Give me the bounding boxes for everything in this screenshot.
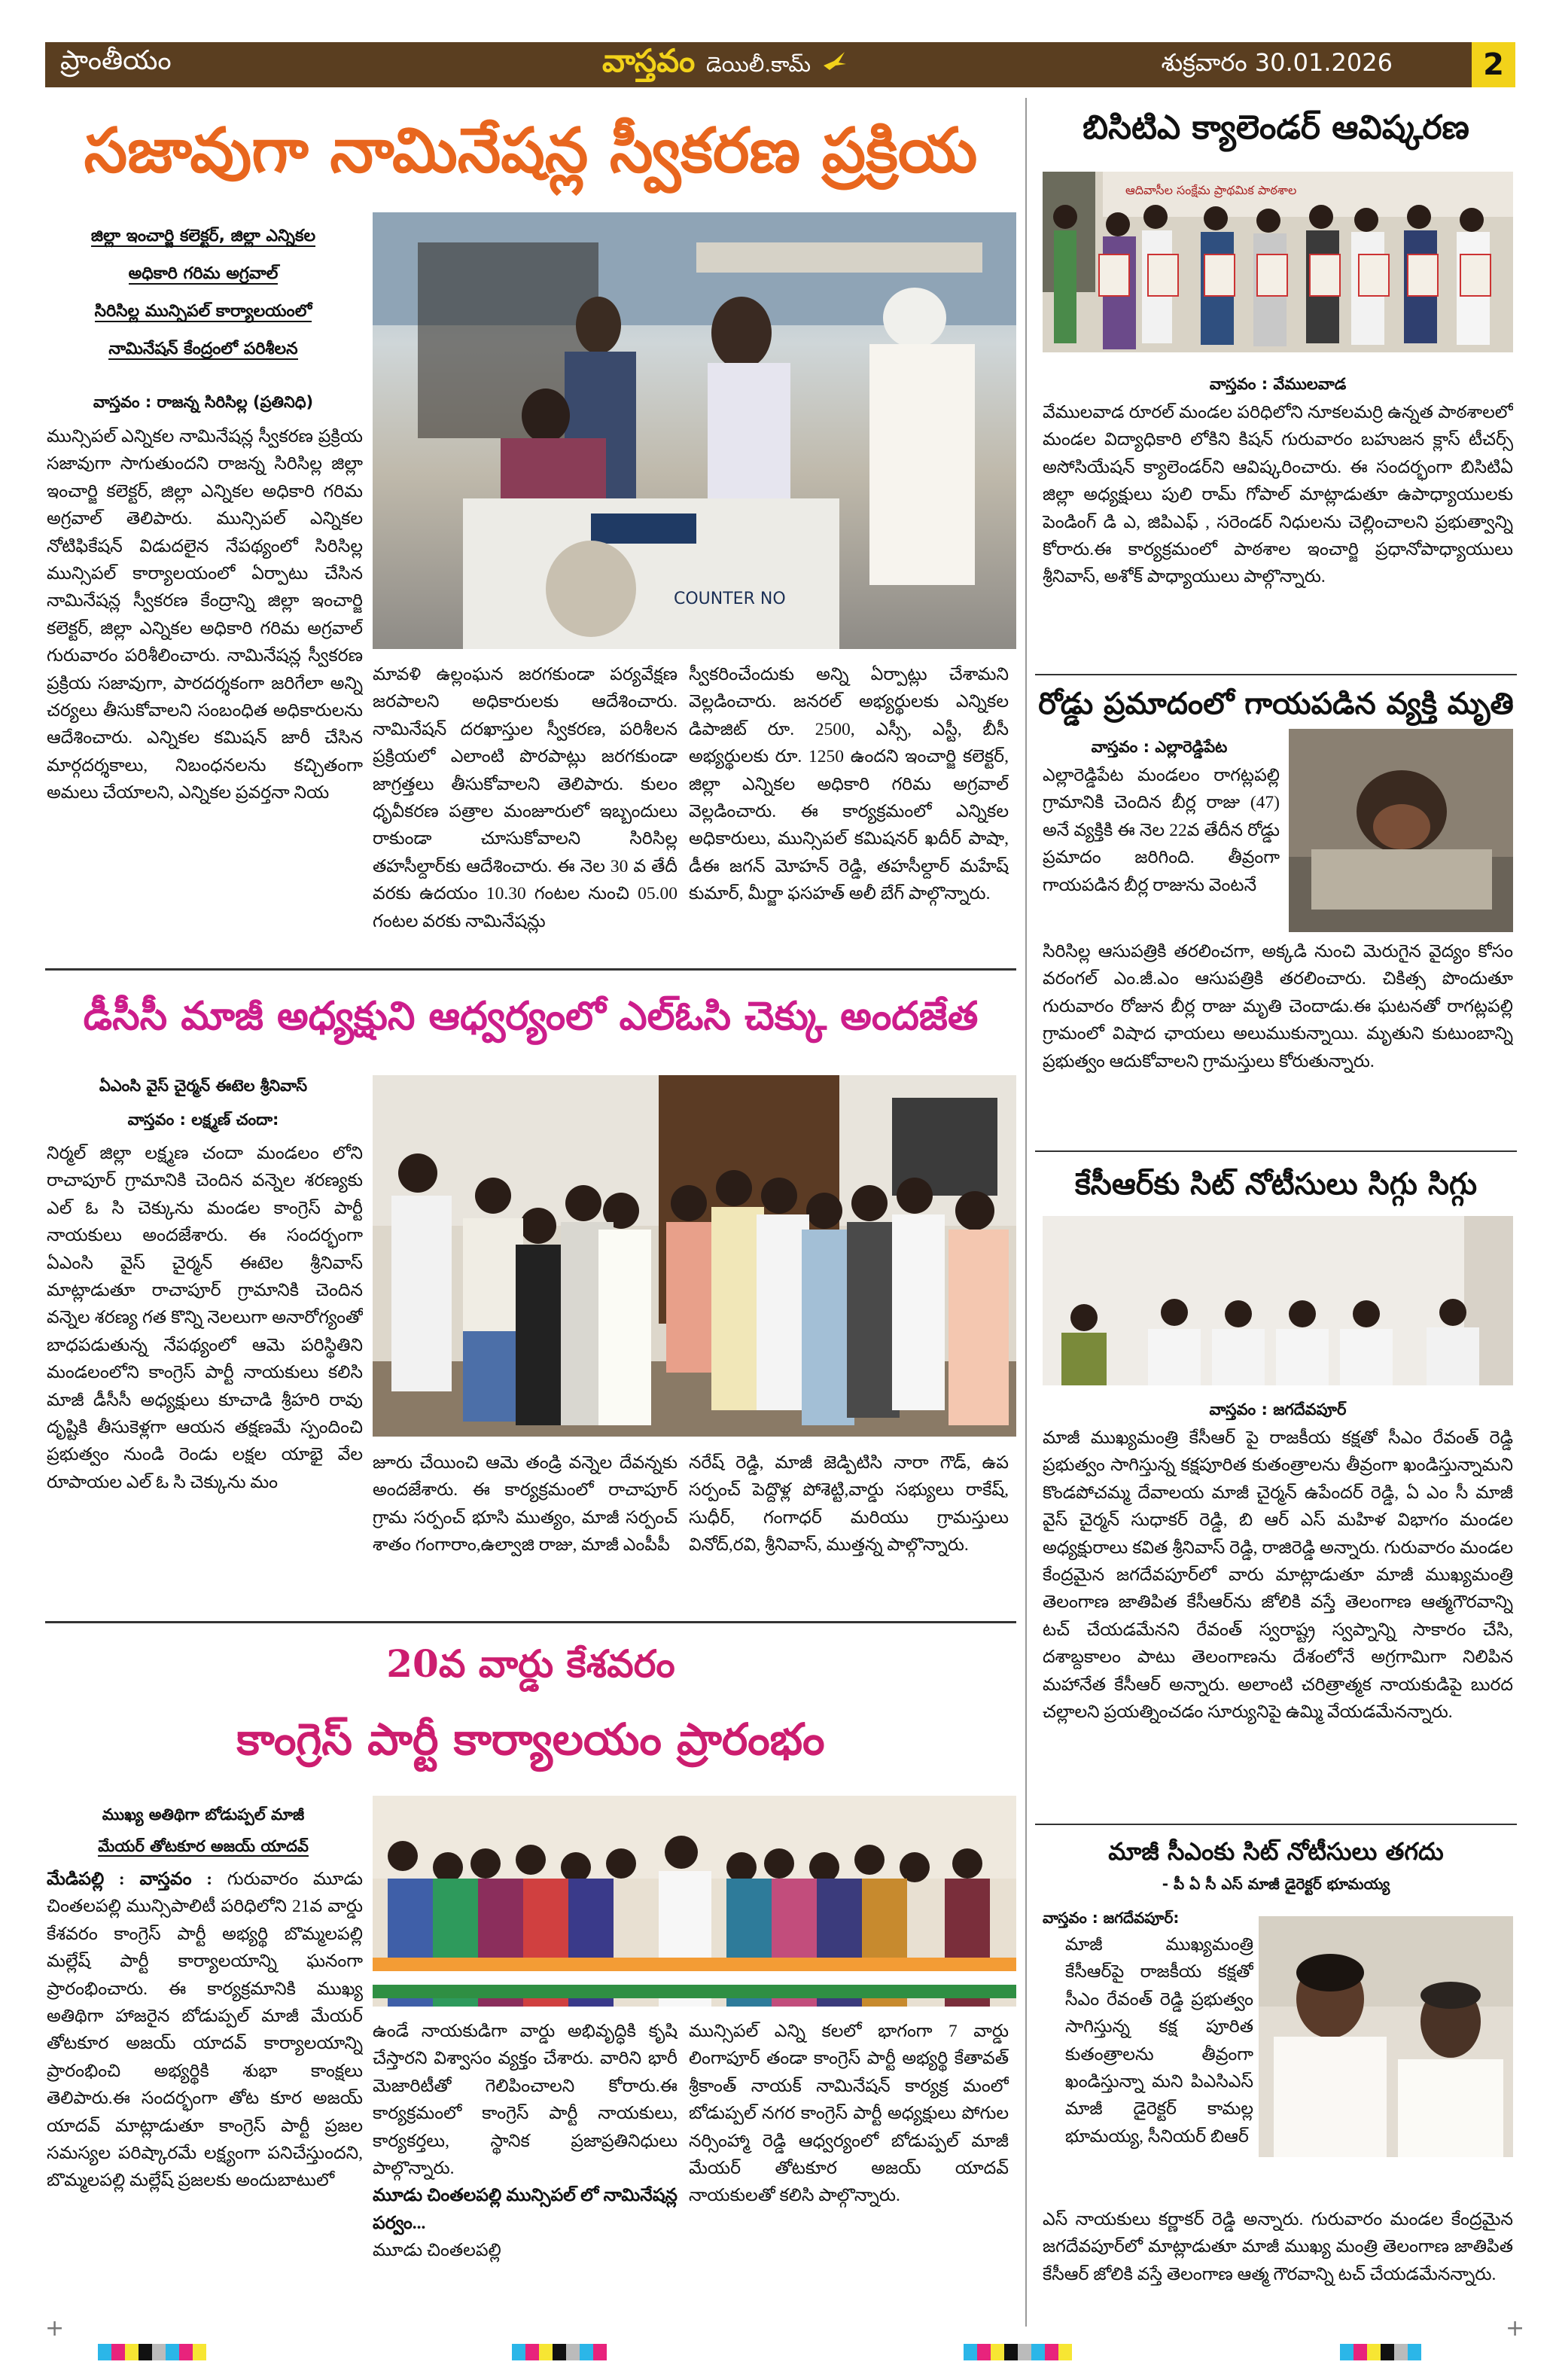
story3-column-2 — [373, 2018, 678, 2334]
crop-mark-icon: + — [1506, 2315, 1525, 2342]
story1-column-3: స్వీకరించేందుకు అన్ని ఏర్పాట్లు చేశామని వెల్లడించారు. జనరల్ అభ్యర్థులకు ఎన్నికల డిపాజిట్ రూ. 2500, ఎస్సీ, ఎస్టీ, బీసీ అభ్యర్థులకు రూ. 1250 ఉందని ఇంచార్జి కలెక్టర్, జిల్లా ఎన్నికల అధికారి గరిమ అగ్రవాల్ వెల్లడించారు. ఈ కార్యక్రమంలో ఎన్నికల అధికారులు, మున్సిపల్ కమిషనర్ ఖదీర్ పాషా, డీఈ జగన్ మోహన్ రెడ్డి, తహసీల్దార్ మహేష్ కుమార్, మీర్జా ఫసహత్ అలీ బేగ్ పాల్గొన్నారు. — [689, 665, 1009, 904]
story2-column-2: జూరు చేయించి ఆమె తండ్రి వన్నెల దేవన్నకు అందజేశారు. ఈ కార్యక్రమంలో రాచాపూర్ గ్రామ సర్పంచ్ భూసి ముత్యం, మాజీ సర్పంచ్ శాతం గంగారాం,ఉల్వాజి రాజు, మాజీ ఎంపీపీ — [373, 1453, 678, 1556]
masthead-logo — [602, 42, 848, 87]
right2-body-narrow: ఎల్లారెడ్డిపేట మండలం రాగట్లపల్లి గ్రామానికి చెందిన బీర్ల రాజు (47) అనే వ్యక్తికి ఈ నెల 22వ తేదీన రోడ్డు ప్రమాదం జరిగింది. తీవ్రంగా గాయపడిన బీర్ల రాజును వెంటనే — [1043, 766, 1280, 895]
story1-photo — [373, 212, 1016, 649]
story2-subhead: ఏఎంసి వైస్ చైర్మన్ ఈటెల శ్రీనివాస్ — [99, 1077, 308, 1095]
right4-body-wide: ఎస్ నాయకులు కర్ణాకర్ రెడ్డి అన్నారు. గురువారం మండల కేంద్రమైన జగదేవపూర్‌లో మాట్లాడుతూ మాజీ ముఖ్య మంత్రి తెలంగాణ జాతిపిత కేసీఆర్ జోలికి వస్తే తెలంగాణ ఆత్మ గౌరవాన్ని టచ్ చేయడమేనన్నారు. — [1043, 2210, 1513, 2284]
color-registration-strip — [512, 2344, 607, 2360]
masthead-sub: డెయిలీ.కామ్ — [705, 52, 811, 77]
story1-dateline: వాస్తవం : రాజన్న సిరిసిల్ల (ప్రతినిధి) — [93, 393, 314, 411]
issue-date: శుక్రవారం 30.01.2026 — [1161, 48, 1393, 77]
page-number: 2 — [1472, 42, 1515, 87]
school-sign-text: ఆదివాసీల సంక్షేమ ప్రాథమిక పాఠశాల — [1125, 183, 1297, 197]
bird-icon — [822, 50, 848, 72]
story3-inline-subhead: మూడు చింతలపల్లి మున్సిపల్ లో నామినేషన్ల పర్వం... — [373, 2186, 678, 2233]
right1-dateline: వాస్తవం : వేములవాడ — [1209, 375, 1347, 393]
color-registration-strip — [98, 2344, 206, 2360]
right2-photo — [1289, 729, 1513, 932]
right3-photo — [1043, 1216, 1513, 1385]
story1-headline: సజావుగా నామినేషన్ల స్వీకరణ ప్రక్రియ — [84, 114, 978, 187]
section-label: ప్రాంతీయం — [60, 45, 172, 76]
story3-subhead-1: ముఖ్య అతిథిగా బోడుప్పల్ మాజీ — [102, 1806, 305, 1824]
story3-column-2-text: ఉండే నాయకుడిగా వార్డు అభివృద్ధికి కృషి చేస్తారని విశ్వాసం వ్యక్తం చేశారు. వారిని భారీ మెజారిటీతో గెలిపించాలని కోరారు.ఈ కార్యక్రమంలో కాంగ్రెస్ పార్టీ నాయకులు, కార్యకర్తలు, స్థానిక ప్రజాప్రతినిధులు పాల్గొన్నారు. — [373, 2022, 678, 2179]
story3-dateline: మేడిపల్లి : వాస్తవం : — [47, 1870, 213, 1889]
right1-body: వేములవాడ రూరల్ మండల పరిధిలోని నూకలమర్రి ఉన్నత పాఠశాలలో మండల విద్యాధికారి లోకిని కిషన్ గురువారం బహుజన క్లాస్ టీచర్స్ అసోసియేషన్ క్యాలెండర్‌ని ఆవిష్కరించారు. ఈ సందర్భంగా బిసిటిఏ జిల్లా అధ్యక్షులు పులి రామ్ గోపాల్ మాట్లాడుతూ ఉపాధ్యాయులకు పెండింగ్ డి ఎ, జిపిఎఫ్ , సరెండర్ నిధులను చెల్లించాలని ప్రభుత్వాన్ని కోరారు.ఈ కార్యక్రమంలో పాఠశాల ఇంచార్జి ప్రధానోపాధ్యాయులు శ్రీనివాస్, అశోక్ పాధ్యాయులు పాల్గొన్నారు. — [1043, 403, 1513, 587]
right1-photo — [1043, 172, 1513, 352]
right2-body-wide: సిరిసిల్ల ఆసుపత్రికి తరలించగా, అక్కడి నుంచి మెరుగైన వైద్యం కోసం వరంగల్ ఎం.జీ.ఎం ఆసుపత్రికి తరలించారు. చికిత్స పొందుతూ గురువారం రోజున బీర్ల రాజు మృతి చెందాడు.ఈ ఘటనతో రాగట్లపల్లి గ్రామంలో విషాద ఛాయలు అలుముకున్నాయి. మృతుని కుటుంబాన్ని ప్రభుత్వం ఆదుకోవాలని గ్రామస్తులు కోరుతున్నారు. — [1043, 942, 1513, 1071]
right3-headline: కేసీఆర్‌కు సిట్ నోటీసులు సిగ్గు సిగ్గు — [1074, 1166, 1478, 1202]
story3-column-1-text: గురువారం మూడు చింతలపల్లి మున్సిపాలిటీ పరిధిలోని 21వ వార్డు కేశవరం కాంగ్రెస్ పార్టీ అభ్యర్థి బొమ్మలపల్లి మల్లేష్ పార్టీ కార్యాలయాన్ని ఘనంగా ప్రారంభించారు. ఈ కార్యక్రమానికి ముఖ్య అతిథిగా హాజరైన బోడుప్పల్ మాజీ మేయర్ తోటకూర అజయ్ యాదవ్ కార్యాలయాన్ని ప్రారంభించి అభ్యర్థికి శుభా కాంక్షలు తెలిపారు.ఈ సందర్భంగా తోట కూర అజయ్ యాదవ్ మాట్లాడుతూ కాంగ్రెస్ పార్టీ ప్రజల సమస్యల పరిష్కారమే లక్ష్యంగా పనిచేస్తుందని, బొమ్మలపల్లి మల్లేష్ ప్రజలకు అందుబాటులో — [47, 1870, 363, 2191]
story3-column-1 — [47, 1866, 363, 2333]
right4-photo — [1259, 1916, 1513, 2157]
story3-headline-1: 20వ వార్డు కేశవరం — [386, 1641, 675, 1686]
story3-subhead-2: మేయర్ తోటకూర అజయ్ యాదవ్ — [98, 1837, 309, 1855]
story2-headline: డీసీసీ మాజీ అధ్యక్షుని ఆధ్వర్యంలో ఎల్ఓసి చెక్కు అందజేత — [83, 993, 979, 1039]
story1-column-2: మావళి ఉల్లంఘన జరగకుండా పర్యవేక్షణ జరపాలని అధికారులకు ఆదేశించారు. నామినేషన్ దరఖాస్తుల స్వీకరణ, పరిశీలన ప్రక్రియలో ఎలాంటి పొరపాట్లు జరగకుండా జాగ్రత్తలు తీసుకోవాలని తెలిపారు. కులం ధృవీకరణ పత్రాల మంజూరులో ఇబ్బందులు రాకుండా చూసుకోవాలని సిరిసిల్ల తహసీల్దార్‌కు ఆదేశించారు. ఈ నెల 30 వ తేదీ వరకు ఉదయం 10.30 గంటల నుంచి 05.00 గంటల వరకు నామినేషన్లు — [373, 665, 678, 931]
column-separator — [1025, 98, 1027, 2327]
story2-dateline: వాస్తవం : లక్ష్మణ్ చందా: — [127, 1111, 279, 1129]
story1-subhead-3: సిరిసిల్ల మున్సిపల్ కార్యాలయంలో — [94, 302, 312, 321]
story3-column-3: మున్సిపల్ ఎన్ని కలలో భాగంగా 7 వార్డు లింగాపూర్ తండా కాంగ్రెస్ పార్టీ అభ్యర్థి కేతావత్ శ్రీకాంత్ నాయక్ నామినేషన్ కార్యక్ర మంలో బోడుప్పల్ నగర కాంగ్రెస్ పార్టీ అధ్యక్షులు పోగుల నర్సింహ్మా రెడ్డి ఆధ్వర్యంలో బోడుప్పల్ మాజీ మేయర్ తోటకూర అజయ్ యాదవ్ నాయకులతో కలిసి పాల్గొన్నారు. — [689, 2022, 1009, 2206]
divider — [1035, 674, 1517, 675]
right2-headline: రోడ్డు ప్రమాదంలో గాయపడిన వ్యక్తి మృతి — [1038, 686, 1514, 721]
color-registration-strip — [1340, 2344, 1421, 2360]
story1-column-1: మున్సిపల్ ఎన్నికల నామినేషన్ల స్వీకరణ ప్రక్రియ సజావుగా సాగుతుందని రాజన్న సిరిసిల్ల జిల్లా ఇంచార్జి కలెక్టర్, జిల్లా ఎన్నికల అధికారి గరిమ అగ్రవాల్ తెలిపారు. మున్సిపల్ ఎన్నికల నోటిఫికేషన్ విడుదలైన నేపథ్యంలో సిరిసిల్ల మున్సిపల్ కార్యాలయంలో ఏర్పాటు చేసిన నామినేషన్ల స్వీకరణ కేంద్రాన్ని జిల్లా ఇంచార్జి కలెక్టర్, జిల్లా ఎన్నికల అధికారి గరిమ అగ్రవాల్ గురువారం పరిశీలించారు. నామినేషన్ల స్వీకరణ ప్రక్రియ సజావుగా, పారదర్శకంగా జరిగేలా అన్ని చర్యలు తీసుకోవాలని సంబంధిత అధికారులను ఆదేశించారు. ఎన్నికల కమిషన్ జారీ చేసిన మార్గదర్శకాలు, నిబంధనలను కచ్చితంగా అమలు చేయాలని, ఎన్నికల ప్రవర్తనా నియ — [47, 427, 363, 803]
divider — [45, 968, 1016, 971]
right4-headline: మాజీ సీఎంకు సిట్ నోటీసులు తగదు — [1108, 1837, 1444, 1866]
story3-photo — [373, 1796, 1016, 2007]
right3-dateline: వాస్తవం : జగదేవపూర్ — [1209, 1400, 1347, 1419]
story2-photo — [373, 1075, 1016, 1437]
story1-subhead-1: జిల్లా ఇంచార్జి కలెక్టర్, జిల్లా ఎన్నికల — [90, 227, 316, 245]
right4-dateline: వాస్తవం : జగదేవపూర్: — [1043, 1909, 1180, 1927]
story3-column-2-tail: మూడు చింతలపల్లి — [373, 2241, 501, 2261]
color-registration-strip — [964, 2344, 1072, 2360]
story2-column-3: నరేష్ రెడ్డి, మాజీ జెడ్పిటిసి నారా గౌడ్, ఉప సర్పంచ్ పెద్దొళ్ల పోశెట్టి,వార్డు సభ్యులు రాకేష్, సుధీర్, గంగాధర్ మరియు గ్రామస్తులు వినోద్,రవి, శ్రీనివాస్, ముత్తన్న పాల్గొన్నారు. — [689, 1453, 1009, 1556]
right4-subhead: - పీ ఏ సీ ఎస్ మాజీ డైరెక్టర్ భూమయ్య — [1162, 1875, 1390, 1893]
right2-dateline: వాస్తవం : ఎల్లారెడ్డిపేట — [1091, 738, 1228, 756]
divider — [1035, 1824, 1517, 1825]
right1-headline: బిసిటిఎ క్యాలెండర్ ఆవిష్కరణ — [1083, 108, 1469, 147]
story3-headline-2: కాంగ్రెస్ పార్టీ కార్యాలయం ప్రారంభం — [236, 1714, 825, 1765]
divider — [45, 1621, 1016, 1623]
right3-body: మాజీ ముఖ్యమంత్రి కేసీఆర్ పై రాజకీయ కక్షతో సీఎం రేవంత్ రెడ్డి ప్రభుత్వం సాగిస్తున్న కక్షపూరిత కుతంత్రాలను తీవ్రంగా ఖండిస్తున్నామని కొండపోచమ్మ దేవాలయ మాజీ చైర్మన్ ఉపేందర్ రెడ్డి, ఏ ఎం సీ మాజీ వైస్ చైర్మన్ సుధాకర్ రెడ్డి, బి ఆర్ ఎస్ మహిళ విభాగం మండల అధ్యక్షురాలు కవిత శ్రీనివాస్ రెడ్డి, రాజిరెడ్డి అన్నారు. గురువారం మండల కేంద్రమైన జగదేవపూర్‌లో వారు మాట్లాడుతూ మాజీ ముఖ్యమంత్రి తెలంగాణ జాతిపిత కేసీఆర్‌ను జోలికి వస్తే తెలంగాణ ఆత్మగౌరవాన్ని టచ్ చేయడమేనని రేవంత్ స్వరాష్ట్ర స్వప్నాన్ని సాకారం చేసి, దశాబ్దకాలం పాటు తెలంగాణను దేశంలోనే అగ్రగామిగా నిలిపిన మహానేత కేసీఆర్ అన్నారు. అలాంటి చరిత్రాత్మక నాయకుడిపై బురద చల్లాలని ప్రయత్నించడం సూర్యునిపై ఉమ్మి వేయడమేనన్నారు. — [1043, 1428, 1513, 1723]
divider — [1035, 1150, 1517, 1152]
story1-subhead-4: నామినేషన్ కేంద్రంలో పరిశీలన — [108, 340, 298, 358]
crop-mark-icon: + — [45, 2315, 65, 2342]
story2-column-1: నిర్మల్ జిల్లా లక్ష్మణ చందా మండలం లోని రాచాపూర్ గ్రామానికి చెందిన వన్నెల శరణ్యకు ఎల్ ఓ సి చెక్కును మండల కాంగ్రెస్ పార్టీ నాయకులు అందజేశారు. ఈ సందర్భంగా ఏఎంసి వైస్ చైర్మన్ ఈటెల శ్రీనివాస్ మాట్లాడుతూ రాచాపూర్ గ్రామానికి చెందిన వన్నెల శరణ్య గత కొన్ని నెలలుగా అనారోగ్యంతో బాధపడుతున్న నేపథ్యంలో ఆమె పరిస్థితిని మండలంలోని కాంగ్రెస్ పార్టీ నాయకులు కలిసి మాజీ డీసీసీ అధ్యక్షులు కూచాడి శ్రీహరి రావు దృష్టికి తీసుకెళ్లగా ఆయన తక్షణమే స్పందించి ప్రభుత్వం నుండి రెండు లక్షల యాభై వేల రూపాయల ఎల్ ఓ సి చెక్కును మం — [47, 1144, 363, 1492]
masthead-title: వాస్తవం — [602, 42, 696, 79]
counter-sign-text: COUNTER NO — [674, 590, 786, 608]
right4-body-narrow: మాజీ ముఖ్యమంత్రి కేసీఆర్‌పై రాజకీయ కక్షతో సీఎం రేవంత్ రెడ్డి ప్రభుత్వం సాగిస్తున్న కక్ష పూరిత కుతంత్రాలను తీవ్రంగా ఖండిస్తున్నా మని పిఎసిఎస్ మాజీ డైరెక్టర్ కామల్ల భూమయ్య, సీనియర్ బిఆర్ — [1065, 1935, 1253, 2147]
page-header-bar — [45, 42, 1475, 87]
story1-subhead-2: అధికారి గరిమ అగ్రవాల్ — [128, 264, 279, 283]
